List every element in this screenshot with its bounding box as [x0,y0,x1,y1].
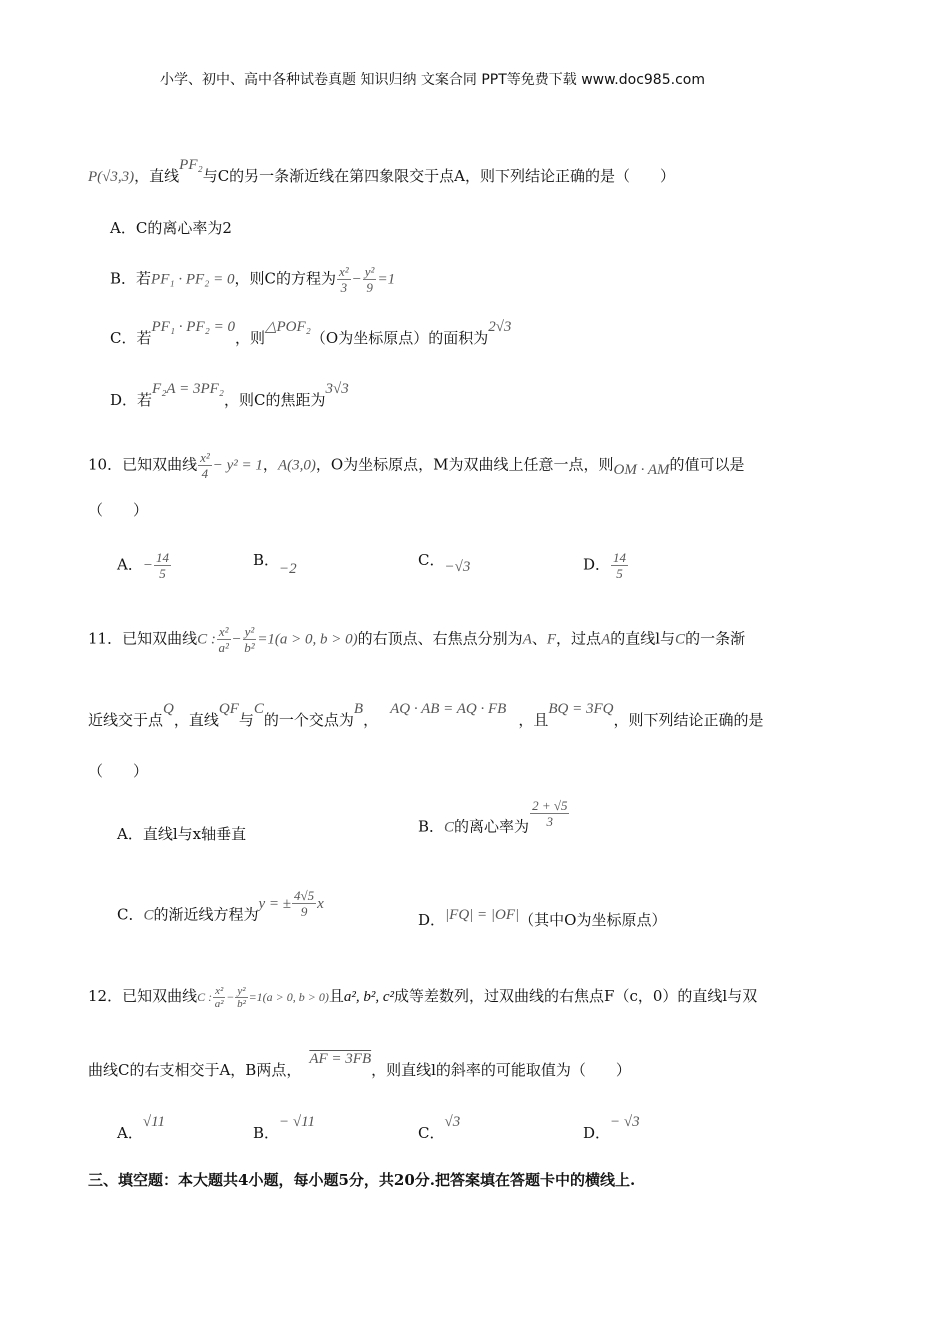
numerator: y² [237,985,246,997]
text: 曲线C的右支相交于A，B两点， [88,1061,302,1079]
option-label: A． [117,825,143,843]
math: =1 [377,271,396,288]
math: Q [163,701,174,717]
math: 2√3 [488,319,512,335]
math: − √3 [610,1114,640,1130]
math: − [351,271,362,288]
option-label: A． [117,1124,143,1142]
text: 与C的另一条渐近线在第四象限交于点A，则下列结论正确的是（ ） [202,167,676,185]
fraction [235,985,247,1010]
math-point-p: P(√3,3) [88,169,135,185]
q12-option-a [117,1114,165,1144]
option-text: 的离心率为 [454,817,530,836]
math: OM · AM [613,461,670,478]
text: ，过点 [556,629,602,648]
q12-option-b [253,1114,316,1144]
math: =1(a > 0, b > 0) [257,631,358,648]
text: ，O为坐标原点，M为双曲线上任意一点，则 [315,455,614,474]
text: 12．已知双曲线 [88,987,198,1005]
text: ，直线 [134,167,180,185]
math: A [601,631,611,648]
math: B [353,701,364,717]
math: C [444,819,455,836]
numerator: y² [364,264,375,279]
q12-option-c [418,1114,461,1144]
math: −√3 [444,559,471,575]
option-label: B． [253,551,280,569]
math: a², b², c² [343,989,395,1005]
text: 的一个交点为 [263,711,354,729]
math: − [226,990,235,1004]
fraction [198,450,212,481]
math: − [142,557,153,574]
text: ，则C的焦距为 [223,391,326,409]
math-vector-equation: AF = 3FB [309,1051,372,1067]
text: ， [262,455,278,474]
denominator: b² [244,640,255,655]
option-label: D． [583,1124,611,1142]
fraction [530,798,569,829]
math: =1(a > 0, b > 0) [248,990,329,1004]
option-label: D． [110,391,138,409]
option-label: D． [418,911,446,929]
numerator: x² [215,985,224,997]
option-label: C． [110,329,137,347]
math: − y² = 1 [212,457,263,474]
q11-option-b [418,798,570,843]
option-text: 直线l与x轴垂直 [142,825,247,843]
math: |FQ| = |OF| [445,907,520,923]
text: 若 [136,329,152,347]
q10-option-b [253,550,297,577]
math-pf2: PF₂ [179,157,203,173]
math: √3 [444,1114,461,1130]
q11-option-a [117,824,246,844]
numerator: 14 [613,550,627,565]
math: x [317,895,324,912]
section-heading: 三、填空题：本大题共4小题，每小题5分，共20分.把答案填在答题卡中的横线上. [88,1171,636,1189]
math: A(3,0) [277,457,316,474]
text: ，直线 [173,711,219,729]
numerator: x² [218,624,229,639]
numerator: 14 [155,550,169,565]
option-label: C． [418,1124,445,1142]
numerator: x² [338,264,349,279]
q12-stem-line2 [88,1051,631,1081]
text: 的值可以是 [669,455,745,474]
numerator: x² [200,450,210,465]
math: C : [197,631,216,648]
option-label: A． [117,555,143,574]
text: 成等差数列，过双曲线的右焦点F（c，0）的直线l与双 [394,987,758,1005]
denominator: 3 [340,280,348,295]
option-label: D． [583,555,611,574]
text: 与 [238,711,254,729]
math: BQ = 3FQ [548,701,614,717]
text: 的直线l与 [610,629,676,648]
q9-option-c [110,319,512,349]
fraction [363,264,377,295]
q11-option-d [418,907,667,931]
math: C : [197,990,213,1004]
text: 的右顶点、右焦点分别为 [357,629,523,648]
q12-stem [88,985,757,1010]
page-header: 小学、初中、高中各种试卷真题 知识归纳 文案合同 PPT等免费下载 www.doc985.com [160,72,705,88]
math: F₂A = 3PF₂ [152,381,224,397]
denominator: b² [237,998,246,1010]
text: ，则下列结论正确的是 [613,711,764,729]
fraction [337,264,351,295]
text: 11．已知双曲线 [88,629,198,648]
fraction [243,624,257,655]
q10-paren: （ ） [88,501,149,519]
math: PF₁ · PF₂ = 0 [151,319,235,335]
q9-stem [88,157,676,187]
denominator: 9 [300,904,308,919]
denominator: a² [214,998,224,1010]
math: C [675,631,686,648]
denominator: 5 [616,566,623,581]
math: QF [218,701,239,717]
q11-option-c [117,888,324,931]
numerator: 4√5 [294,888,315,903]
text: 10．已知双曲线 [88,455,198,474]
text: ，则 [234,329,265,347]
fraction [213,985,225,1010]
denominator: 9 [366,280,373,295]
fraction [611,550,628,581]
option-label: C． [117,905,144,924]
math: C [253,701,264,717]
text: 、 [531,629,547,648]
option-text: 的渐近线方程为 [153,905,259,924]
math: − [231,631,242,648]
option-text: C的离心率为2 [135,219,232,237]
math: − √11 [279,1114,316,1130]
q10-option-a [117,550,172,581]
denominator: 3 [546,814,554,829]
math: △POF₂ [264,319,311,335]
math: PF₁ · PF₂ = 0 [151,271,235,288]
option-label: B． [418,817,445,836]
text: ，且 [518,711,549,729]
math: C [143,907,154,924]
fraction [292,888,316,919]
math: 3√3 [325,381,349,397]
numerator: y² [244,624,255,639]
fraction [217,624,231,655]
q10-stem [88,450,745,481]
option-label: B． [110,269,137,288]
denominator: a² [218,640,229,655]
option-text: （其中O为坐标原点） [519,911,667,929]
q11-paren: （ ） [88,762,149,780]
text: 若 [136,269,152,288]
math: y = ± [258,895,292,912]
option-label: A． [110,219,136,237]
text: 的一条渐 [685,629,746,648]
text: ，则直线l的斜率的可能取值为（ ） [371,1061,631,1079]
math: −2 [279,561,297,577]
q12-option-d [583,1114,640,1144]
denominator: 4 [201,466,209,481]
q9-option-a [110,218,232,238]
math: F [546,631,557,648]
option-label: B． [253,1124,280,1142]
option-label: C． [418,551,445,569]
q11-stem [88,624,745,655]
text: （O为坐标原点）的面积为 [310,329,489,347]
text: 近线交于点 [88,711,164,729]
q11-stem-line2 [88,701,764,731]
math: A [522,631,532,648]
q9-option-b [110,264,395,295]
q10-option-d [583,550,629,581]
math: √11 [142,1114,165,1130]
q9-option-d [110,381,349,411]
denominator: 5 [159,566,166,581]
numerator: 2 + √5 [532,798,568,813]
text: ，则C的方程为 [234,269,336,288]
q10-option-c [418,550,471,575]
fraction [154,550,171,581]
text: 若 [137,391,153,409]
text: ， [363,711,379,729]
math: AQ · AB = AQ · FB [390,701,507,717]
text: 且 [328,987,344,1005]
